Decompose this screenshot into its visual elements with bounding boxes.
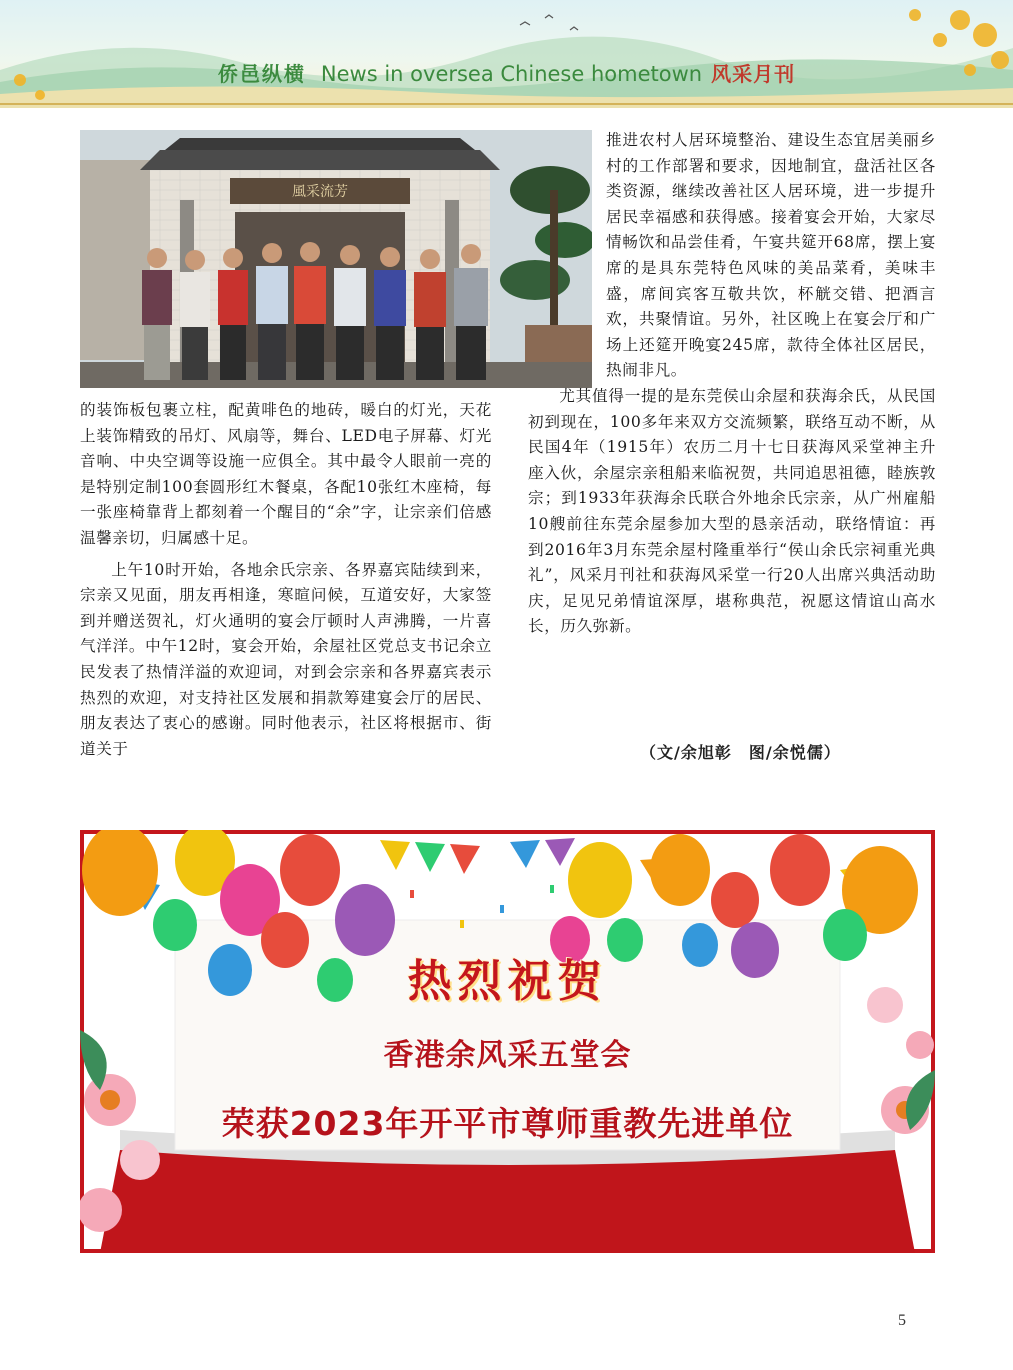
article-paragraph: 上午10时开始，各地余氏宗亲、各界嘉宾陆续到来，宗亲又见面，朋友再相逢，寒暄问候，互道安好，大家签到并赠送贺礼，灯火通明的宴会厅顿时人声沸腾，一片喜气洋洋。中午12时，宴会开始，余屋社区党总支书记余立民发表了热情洋溢的欢迎词，对到会宗亲和各界嘉宾表示热烈的欢迎，对支持社区发展和捐款筹建宴会厅的居民、朋友表达了衷心的感谢。同时他表示，社区将根据市、街道关于 [80, 560, 492, 758]
article-left-column [80, 398, 492, 762]
group-photo [80, 130, 592, 388]
magazine-name: 风采月刊 [711, 62, 796, 86]
article-right-column [528, 128, 936, 640]
article-paragraph: 的装饰板包裹立柱，配黄啡色的地砖，暖白的灯光，天花上装饰精致的吊灯、风扇等，舞台、LED电子屏幕、灯光音响、中央空调等设施一应俱全。其中最令人眼前一亮的是特别定制100套圆形红木餐桌，各配10张红木座椅，每一张座椅靠背上都刻着一个醒目的“余”字，让宗亲们倍感温馨亲切，归属感十足。 [80, 401, 492, 547]
banner-organization: 香港余风采五堂会 [383, 1038, 632, 1073]
article-paragraph: 尤其值得一提的是东莞侯山余屋和获海余氏，从民国初到现在，100多年来双方交流频繁，联络互动不断，从民国4年（1915年）农历二月十七日获海风采堂神主升座入伙，余屋宗亲租船来临祝贺，共同追思祖德，睦族敦宗；到1933年获海余氏联合外地余氏宗亲，从广州雇船10艘前往东莞余屋参加大型的恳亲活动，联络情谊：再到2016年3月东莞余屋村隆重举行“侯山余氏宗祠重光典礼”，风采月刊社和获海风采堂一行20人出席兴典活动助庆，足见兄弟情谊深厚，堪称典范，祝愿这情谊山高水长，历久弥新。 [528, 386, 936, 636]
congratulation-banner [80, 830, 935, 1253]
column-name-en: News in oversea Chinese hometown [320, 62, 703, 86]
page-number: 5 [898, 1312, 906, 1329]
article-byline: （文/余旭彰 图/余悦儒） [640, 743, 841, 762]
header-title [0, 58, 1013, 87]
banner-award: 荣获2023年开平市尊师重教先进单位 [221, 1104, 794, 1143]
article-paragraph: 推进农村人居环境整治、建设生态宜居美丽乡村的工作部署和要求，因地制宜，盘活社区各类资源，继续改善社区人居环境，进一步提升居民幸福感和获得感。接着宴会开始，大家尽情畅饮和品尝佳肴，午宴共筵开68席，摆上宴席的是具东莞特色风味的美品菜肴，美味丰盛，席间宾客互敬共饮，杯觥交错、把酒言欢，共聚情谊。另外，社区晚上在宴会厅和广场上还筵开晚宴245席，款待全体社区居民，热闹非凡。 [606, 131, 936, 380]
landscape-banner-art [0, 0, 1013, 108]
page-header [0, 0, 1013, 108]
banner-title: 热烈祝贺 [407, 956, 608, 1007]
column-name: 侨邑纵横 [217, 62, 306, 86]
gate-plaque-text: 風采流芳 [292, 184, 348, 200]
